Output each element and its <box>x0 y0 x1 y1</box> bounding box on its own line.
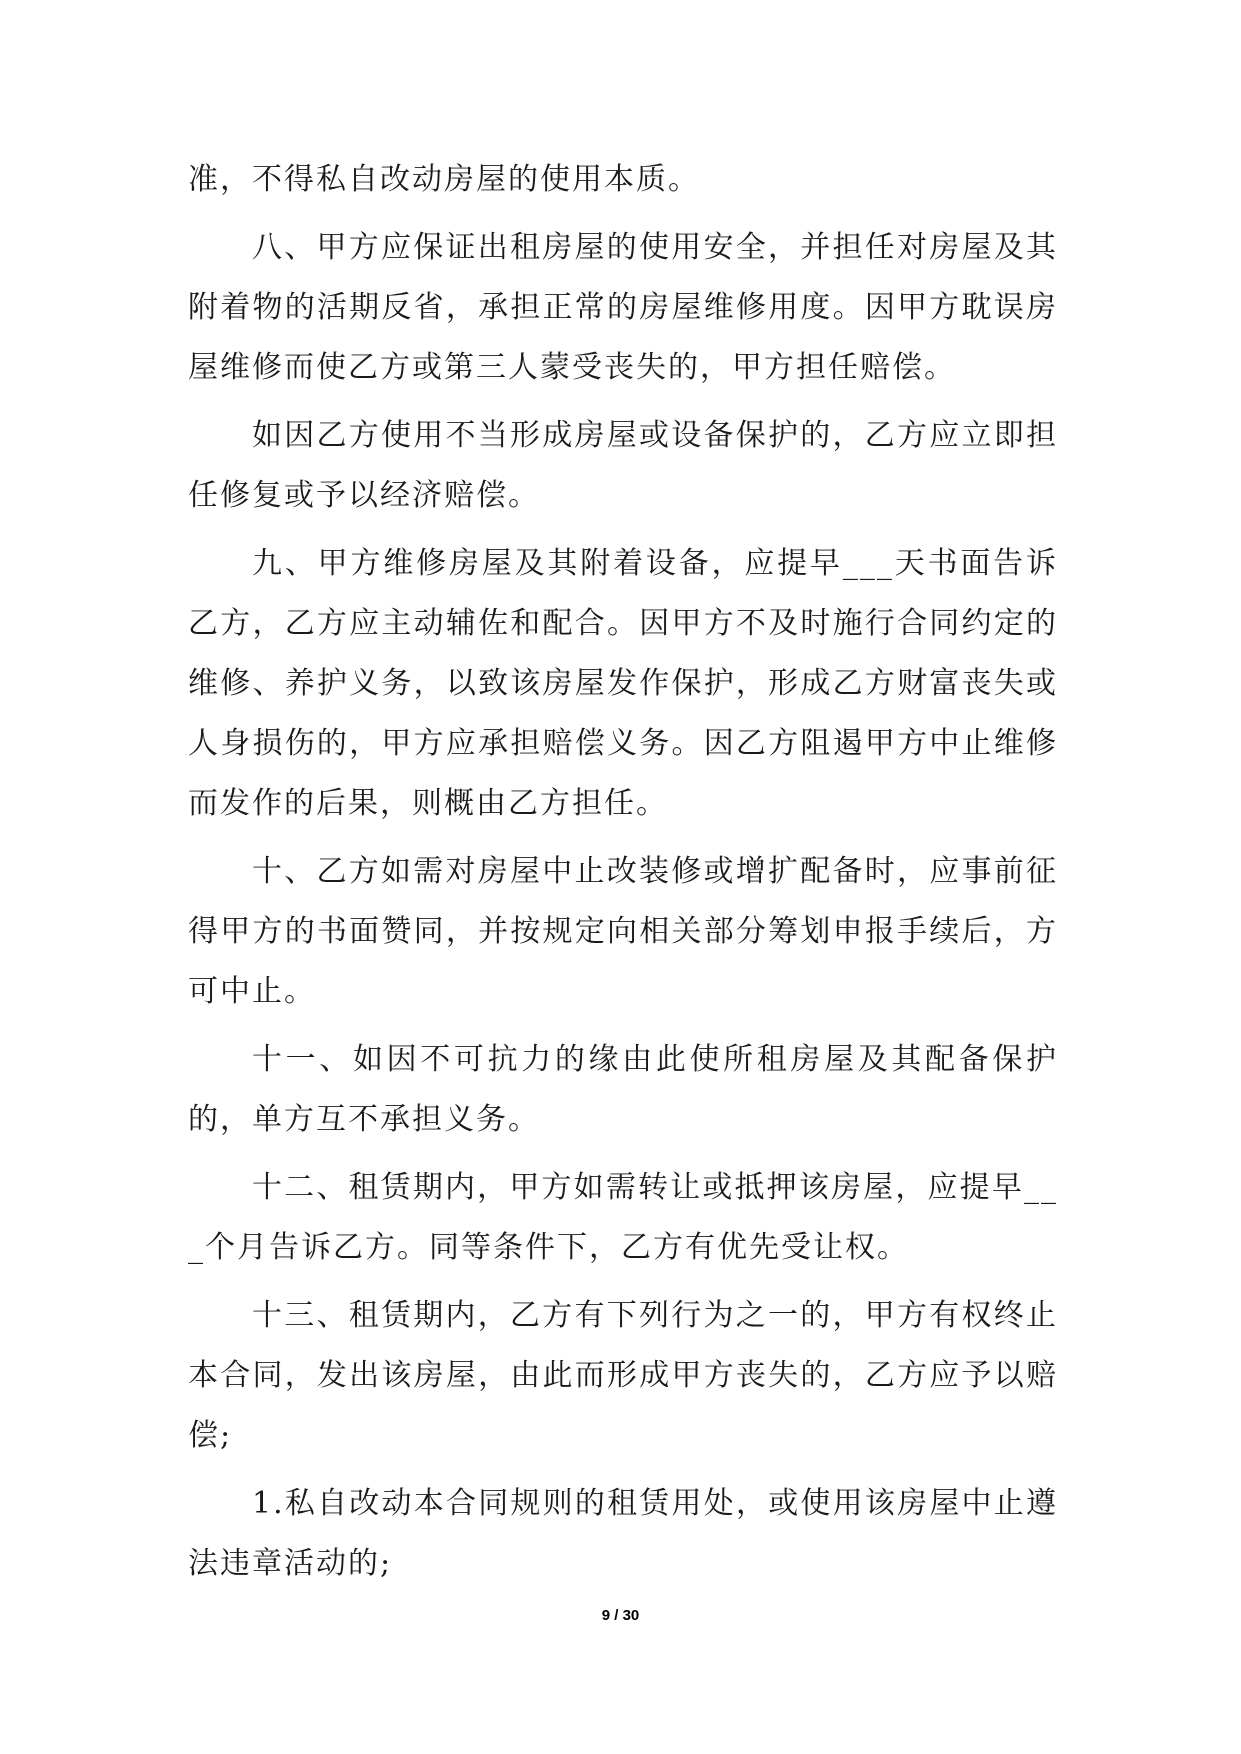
paragraph: 如因乙方使用不当形成房屋或设备保护的，乙方应立即担任修复或予以经济赔偿。 <box>188 418 1058 513</box>
paragraph: 八、甲方应保证出租房屋的使用安全，并担任对房屋及其附着物的活期反省，承担正常的房屋维修用度。因甲方耽误房屋维修而使乙方或第三人蒙受丧失的，甲方担任赔偿。 <box>188 230 1058 385</box>
paragraph: 九、甲方维修房屋及其附着设备，应提早___天书面告诉乙方，乙方应主动辅佐和配合。因甲方不及时施行合同约定的维修、养护义务，以致该房屋发作保护，形成乙方财富丧失或人身损伤的，甲方应承担赔偿义务。因乙方阻遏甲方中止维修而发作的后果，则概由乙方担任。 <box>188 546 1058 821</box>
paragraph: 十二、租赁期内，甲方如需转让或抵押该房屋，应提早___个月告诉乙方。同等条件下，乙方有优先受让权。 <box>188 1170 1058 1265</box>
document-body <box>188 150 1058 1602</box>
paragraph: 1.私自改动本合同规则的租赁用处，或使用该房屋中止遵法违章活动的; <box>188 1486 1058 1581</box>
paragraph: 十三、租赁期内，乙方有下列行为之一的，甲方有权终止本合同，发出该房屋，由此而形成甲方丧失的，乙方应予以赔偿; <box>188 1298 1058 1453</box>
paragraph: 十、乙方如需对房屋中止改装修或增扩配备时，应事前征得甲方的书面赞同，并按规定向相关部分筹划申报手续后，方可中止。 <box>188 854 1058 1009</box>
page-number: 9 / 30 <box>601 1607 640 1624</box>
paragraph: 十一、如因不可抗力的缘由此使所租房屋及其配备保护的，单方互不承担义务。 <box>188 1042 1058 1137</box>
paragraph: 准，不得私自改动房屋的使用本质。 <box>188 162 700 197</box>
